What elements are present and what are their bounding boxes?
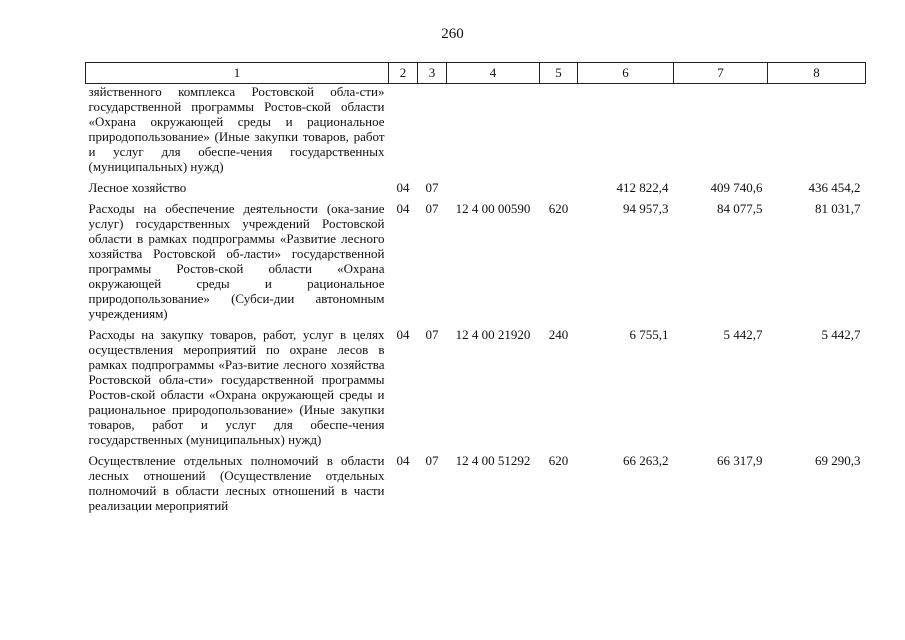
row-amount-col8: 436 454,2 <box>808 180 861 195</box>
row-amount-col6: 6 755,1 <box>629 327 669 342</box>
table-row <box>86 84 866 181</box>
header-row <box>86 63 866 84</box>
row-target-article: 12 4 00 21920 <box>455 327 531 342</box>
header-col-8: 8 <box>768 63 866 84</box>
row-subsection <box>418 84 447 181</box>
row-name: Расходы на обеспечение деятельности (ока-зание услуг) государственных учреждений Ростовской области в рамках подпрограммы «Развитие лесного хозяйства Ростовской об-ласти» государственной программы Ростов-ской области «Охрана окружающей среды и рациональное природопользование» (Субси-дии автономным учреждениям) <box>88 201 385 321</box>
row-amount-col8: 5 442,7 <box>821 327 861 342</box>
table-row <box>86 327 866 453</box>
row-subsection: 07 <box>425 453 439 468</box>
row-expense-type: 620 <box>548 453 569 468</box>
row-section <box>389 84 418 181</box>
row-subsection: 07 <box>425 201 439 216</box>
header-col-2: 2 <box>389 63 418 84</box>
row-subsection: 07 <box>425 180 439 195</box>
row-name: Лесное хозяйство <box>88 180 187 195</box>
header-col-5: 5 <box>540 63 578 84</box>
row-amount-col7: 84 077,5 <box>717 201 763 216</box>
row-amount-col8 <box>768 84 866 181</box>
row-name: Осуществление отдельных полномочий в области лесных отношений (Осуществление отдельных полномочий в области лесных отношений в части реализации мероприятий <box>88 453 385 513</box>
header-col-7: 7 <box>674 63 768 84</box>
row-amount-col7: 66 317,9 <box>717 453 763 468</box>
header-col-3: 3 <box>418 63 447 84</box>
row-amount-col6: 412 822,4 <box>616 180 669 195</box>
row-section: 04 <box>396 453 410 468</box>
header-col-6: 6 <box>578 63 674 84</box>
row-amount-col7: 5 442,7 <box>723 327 763 342</box>
table-row <box>86 180 866 201</box>
row-amount-col8: 81 031,7 <box>815 201 861 216</box>
row-target-article: 12 4 00 00590 <box>455 201 531 216</box>
row-target-article <box>447 180 540 201</box>
table-row <box>86 453 866 513</box>
header-col-1: 1 <box>86 63 389 84</box>
table-row <box>86 201 866 327</box>
row-amount-col6: 94 957,3 <box>623 201 669 216</box>
row-name: зяйственного комплекса Ростовской обла-сти» государственной программы Ростов-ской области «Охрана окружающей среды и рациональное природопользование» (Иные закупки товаров, работ и услуг для обеспе-чения государственных (муниципальных) нужд) <box>88 84 385 174</box>
row-amount-col8: 69 290,3 <box>815 453 861 468</box>
row-subsection: 07 <box>425 327 439 342</box>
row-name: Расходы на закупку товаров, работ, услуг в целях осуществления мероприятий по охране лесов в рамках подпрограммы «Раз-витие лесного хозяйства Ростовской обла-сти» государственной программы Ростов-ской области «Охрана окружающей среды и рациональное природопользование» (Иные закупки товаров, работ и услуг для обеспе-чения государственных (муниципальных) нужд) <box>88 327 385 447</box>
row-amount-col6 <box>578 84 674 181</box>
budget-table <box>85 62 866 513</box>
row-amount-col7: 409 740,6 <box>710 180 763 195</box>
page-number: 260 <box>441 26 464 42</box>
row-section: 04 <box>396 327 410 342</box>
row-expense-type <box>540 84 578 181</box>
row-section: 04 <box>396 180 410 195</box>
row-expense-type: 620 <box>548 201 569 216</box>
row-amount-col7 <box>674 84 768 181</box>
row-amount-col6: 66 263,2 <box>623 453 669 468</box>
row-target-article: 12 4 00 51292 <box>455 453 531 468</box>
header-col-4: 4 <box>447 63 540 84</box>
row-section: 04 <box>396 201 410 216</box>
table-body <box>86 84 866 514</box>
row-expense-type: 240 <box>548 327 569 342</box>
table-header <box>86 63 866 84</box>
row-target-article <box>447 84 540 181</box>
row-expense-type <box>540 180 578 201</box>
